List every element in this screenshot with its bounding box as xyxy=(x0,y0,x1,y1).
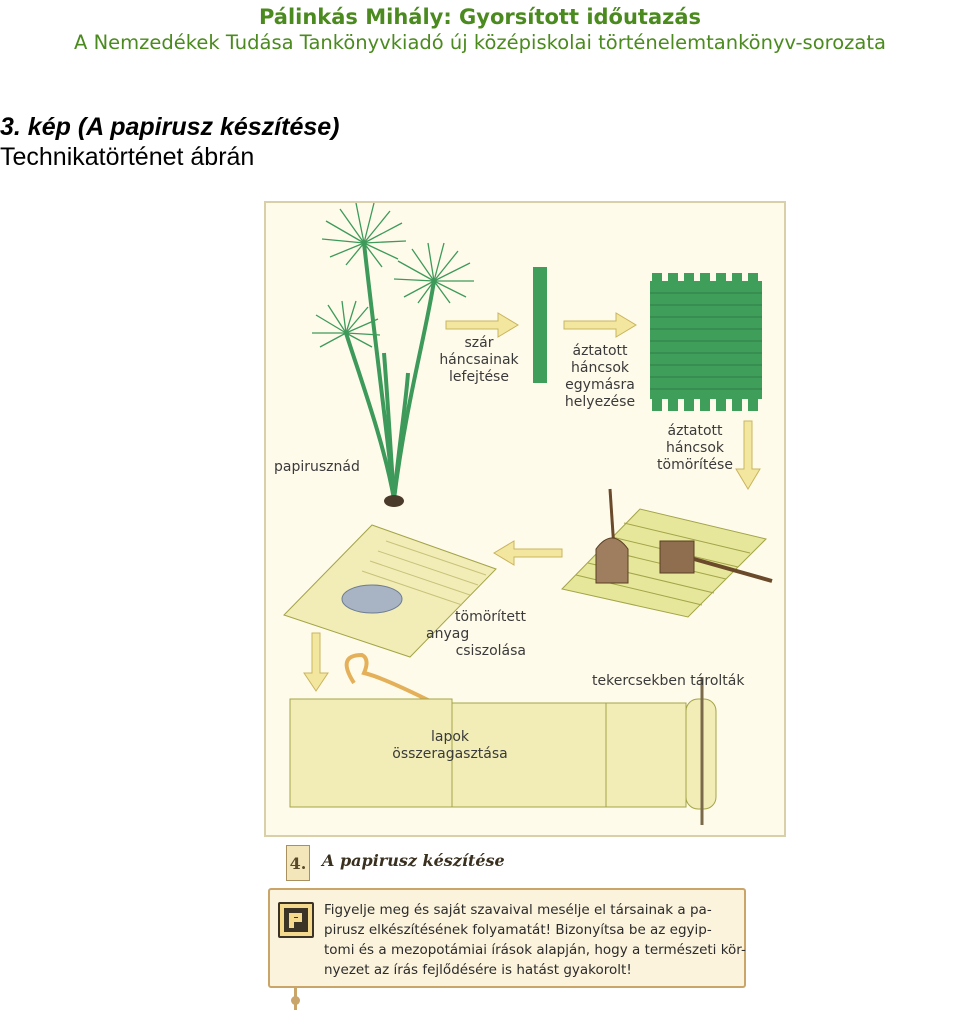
arrow-right-1 xyxy=(446,313,518,337)
figure-number: 4. xyxy=(286,845,310,881)
task-line: Figyelje meg és saját szavaival mesélje el társainak a pa- xyxy=(324,902,712,918)
caption-title: 3. kép (A papirusz készítése) xyxy=(0,113,340,141)
label-papyrus-plant: papirusznád xyxy=(274,459,360,475)
figure-caption xyxy=(282,845,782,881)
label-line: szár xyxy=(464,335,494,351)
label-line: egymásra xyxy=(565,377,635,393)
task-line: nyezet az írás fejlődésére is hatást gyakorolt! xyxy=(324,962,632,978)
glue-brush xyxy=(347,655,434,703)
label-step-strip-peeling xyxy=(424,335,534,386)
scroll-roll xyxy=(686,677,716,825)
label-line: lefejtése xyxy=(449,369,509,385)
label-step-scroll-storage: tekercsekben tárolták xyxy=(592,673,745,689)
task-text xyxy=(324,900,746,980)
label-step-layering xyxy=(554,343,646,411)
label-line: áztatott xyxy=(572,343,628,359)
header-subtitle: A Nemzedékek Tudása Tankönyvkiadó új középiskolai történelemtankönyv-sorozata xyxy=(74,31,886,54)
label-line: háncsok xyxy=(666,440,724,456)
task-p-glyph xyxy=(280,904,312,936)
woven-green-sheet xyxy=(650,273,762,411)
label-line: lapok xyxy=(430,729,470,745)
arrow-left-1 xyxy=(494,541,562,565)
papyrus-process-figure xyxy=(264,201,786,837)
label-line: csiszolása xyxy=(455,643,526,659)
header-title: Pálinkás Mihály: Gyorsított időutazás xyxy=(258,5,702,29)
label-line: tömörítése xyxy=(657,457,733,473)
label-line: összeragasztása xyxy=(392,746,508,762)
label-line: helyezése xyxy=(564,394,636,410)
page-header xyxy=(0,4,960,56)
label-line: anyag xyxy=(426,626,470,642)
papyrus-diagram xyxy=(266,203,788,839)
arrow-down-2 xyxy=(304,633,328,691)
papyrus-strip xyxy=(533,267,547,383)
label-step-compaction xyxy=(648,423,742,474)
polishing-stone xyxy=(342,585,402,613)
label-line: háncsainak xyxy=(439,352,519,368)
task-box xyxy=(268,888,746,988)
label-line: áztatott xyxy=(667,423,723,439)
caption-subtitle: Technikatörténet ábrán xyxy=(0,143,255,171)
label-line: tömörített xyxy=(455,609,526,625)
figure-caption-text: A papirusz készítése xyxy=(322,851,505,870)
task-line: tomi és a mezopotámiai írások alapján, hogy a természeti kör- xyxy=(324,942,746,958)
image-caption xyxy=(0,112,339,172)
plant-root xyxy=(384,495,404,507)
label-line: háncsok xyxy=(571,360,629,376)
label-step-polishing xyxy=(400,609,526,660)
task-p-icon xyxy=(278,902,314,938)
task-line: pirusz elkészítésének folyamatát! Bizonyítsa be az egyip- xyxy=(324,922,712,938)
decorative-stem-dot xyxy=(291,996,300,1005)
label-step-gluing xyxy=(380,729,520,763)
arrow-right-2 xyxy=(564,313,636,337)
